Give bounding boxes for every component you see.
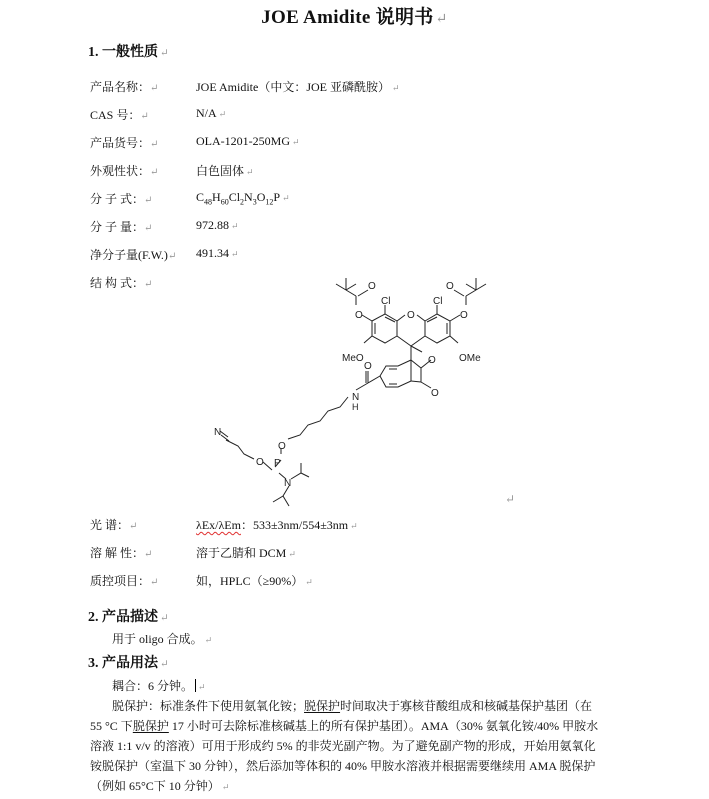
paragraph-mark: ↵: [282, 193, 290, 203]
paragraph-mark: ↵: [204, 635, 213, 645]
atom-n-amine: N: [284, 478, 292, 489]
atom-o-p1: O: [278, 441, 286, 452]
property-label: 溶 解 性：: [90, 546, 145, 560]
atom-nitrile-n: N: [214, 427, 222, 438]
product-description-text: 用于 oligo 合成。: [112, 632, 203, 646]
molecular-formula-value: $C_{48}H_{60}Cl_2N_3O_{12}P$ ↵: [196, 190, 290, 207]
atom-o-lactone: O: [428, 355, 436, 366]
paragraph-mark: ↵: [218, 109, 227, 119]
paragraph-mark: ↵: [231, 249, 239, 259]
section-2-heading: [88, 606, 169, 626]
deprotection-line-2: 55 °C 下脱保护 17 小时可去除标准核碱基上的所有保护基团）。AMA（30% 氨氧化铵/40% 甲胺水: [90, 719, 599, 733]
property-label: 分 子 式：: [90, 192, 145, 206]
tab-arrow-icon: ↵: [150, 83, 159, 94]
atom-o-p2: O: [256, 457, 264, 468]
atom-cl-right: Cl: [433, 296, 443, 307]
paragraph-mark: ↵: [292, 137, 300, 147]
deprotection-line-1: 脱保护：标准条件下使用氨氧化铵；脱保护时间取决于寡核苷酸组成和核碱基保护基团（在: [112, 699, 593, 713]
catalog-number-value: OLA-1201-250MG: [196, 134, 290, 148]
appearance-value: 白色固体: [196, 164, 245, 178]
tab-arrow-icon: ↵: [144, 279, 153, 290]
section-2-heading-text: 2. 产品描述: [88, 610, 158, 625]
molecular-weight-value: 972.88: [196, 218, 229, 232]
paragraph-mark: ↵: [505, 492, 516, 506]
atom-o-bridge: O: [407, 310, 415, 321]
paragraph-mark: ↵: [221, 782, 230, 792]
atom-cl-left: Cl: [381, 296, 391, 307]
solubility-value: 溶于乙腈和 DCM: [196, 546, 287, 560]
net-weight-value: 491.34: [196, 246, 229, 260]
product-name-value: JOE Amidite（中文：JOE 亚磷酰胺）: [196, 80, 390, 94]
paragraph-mark: ↵: [288, 549, 296, 559]
atom-h: H: [352, 402, 359, 412]
section-3-heading: [88, 652, 169, 672]
property-label: CAS 号：: [90, 108, 141, 122]
property-label: 光 谱：: [90, 518, 130, 532]
tab-arrow-icon: ↵: [150, 139, 159, 150]
atom-meo: MeO: [342, 353, 364, 364]
atom-o-carbonyl-left: O: [368, 281, 376, 292]
atom-o-ester-left: O: [355, 310, 363, 321]
tab-arrow-icon: ↵: [144, 549, 153, 560]
paragraph-mark: ↵: [392, 83, 400, 93]
atom-o-amide: O: [364, 361, 372, 372]
deprotection-paragraph: [90, 696, 630, 797]
paragraph-mark: ↵: [435, 11, 448, 27]
atom-ome: OMe: [459, 353, 481, 364]
spectrum-label-squiggle: λEx/λEm: [196, 518, 241, 532]
title-text: JOE Amidite 说明书: [261, 7, 434, 28]
coupling-text: 耦合：6 分钟。: [112, 679, 194, 693]
property-label: 分 子 量：: [90, 220, 145, 234]
atom-o-ester-right: O: [460, 310, 468, 321]
tab-arrow-icon: ↵: [144, 223, 153, 234]
paragraph-mark: ↵: [350, 521, 358, 531]
paragraph-mark: ↵: [231, 221, 239, 231]
paragraph-mark: ↵: [305, 577, 313, 587]
benzofuranone: [380, 346, 431, 388]
product-description: [112, 629, 652, 650]
deprotection-line-5: （例如 65°C下 10 分钟） ↵: [90, 779, 230, 793]
paragraph-mark: ↵: [160, 613, 169, 624]
tab-arrow-icon: ↵: [150, 577, 159, 588]
atom-nh: N: [352, 392, 360, 403]
section-3-heading-text: 3. 产品用法: [88, 656, 158, 671]
qc-value: 如，HPLC（≥90%）: [196, 574, 304, 588]
paragraph-mark: ↵: [198, 682, 206, 692]
property-label: 结 构 式：: [90, 276, 145, 290]
paragraph-mark: ↵: [160, 48, 169, 59]
atom-o-lactone-carbonyl: O: [431, 388, 439, 399]
atom-p: P: [274, 458, 281, 469]
tab-arrow-icon: ↵: [167, 251, 177, 262]
cas-value: N/A: [196, 106, 217, 120]
deprotection-line-4: 铵脱保护（室温下 30 分钟），然后添加等体积的 40% 甲胺水溶液并根据需要继续用 AMA 脱保护: [90, 759, 596, 773]
property-label: 外观性状：: [90, 164, 151, 178]
coupling-line: [112, 676, 652, 697]
paragraph-mark: ↵: [246, 167, 254, 177]
property-label: 净分子量(F.W.): [90, 248, 168, 262]
property-label: 产品货号：: [90, 136, 151, 150]
property-label: 质控项目：: [90, 574, 151, 588]
atom-o-carbonyl-right: O: [446, 281, 454, 292]
tab-arrow-icon: ↵: [140, 111, 149, 122]
tab-arrow-icon: ↵: [144, 195, 153, 206]
section-1-heading-text: 1. 一般性质: [88, 45, 158, 60]
spectrum-value: ：533±3nm/554±3nm: [240, 518, 349, 532]
deprotection-line-3: 溶液 1:1 v/v 的溶液）可用于形成约 5% 的非荧光副产物。为了避免副产物的形成，开始用氨氧化: [90, 739, 596, 753]
tab-arrow-icon: ↵: [150, 167, 159, 178]
property-label: 产品名称：: [90, 80, 151, 94]
paragraph-mark: ↵: [160, 659, 169, 670]
tab-arrow-icon: ↵: [129, 521, 138, 532]
text-cursor[interactable]: [195, 679, 196, 692]
